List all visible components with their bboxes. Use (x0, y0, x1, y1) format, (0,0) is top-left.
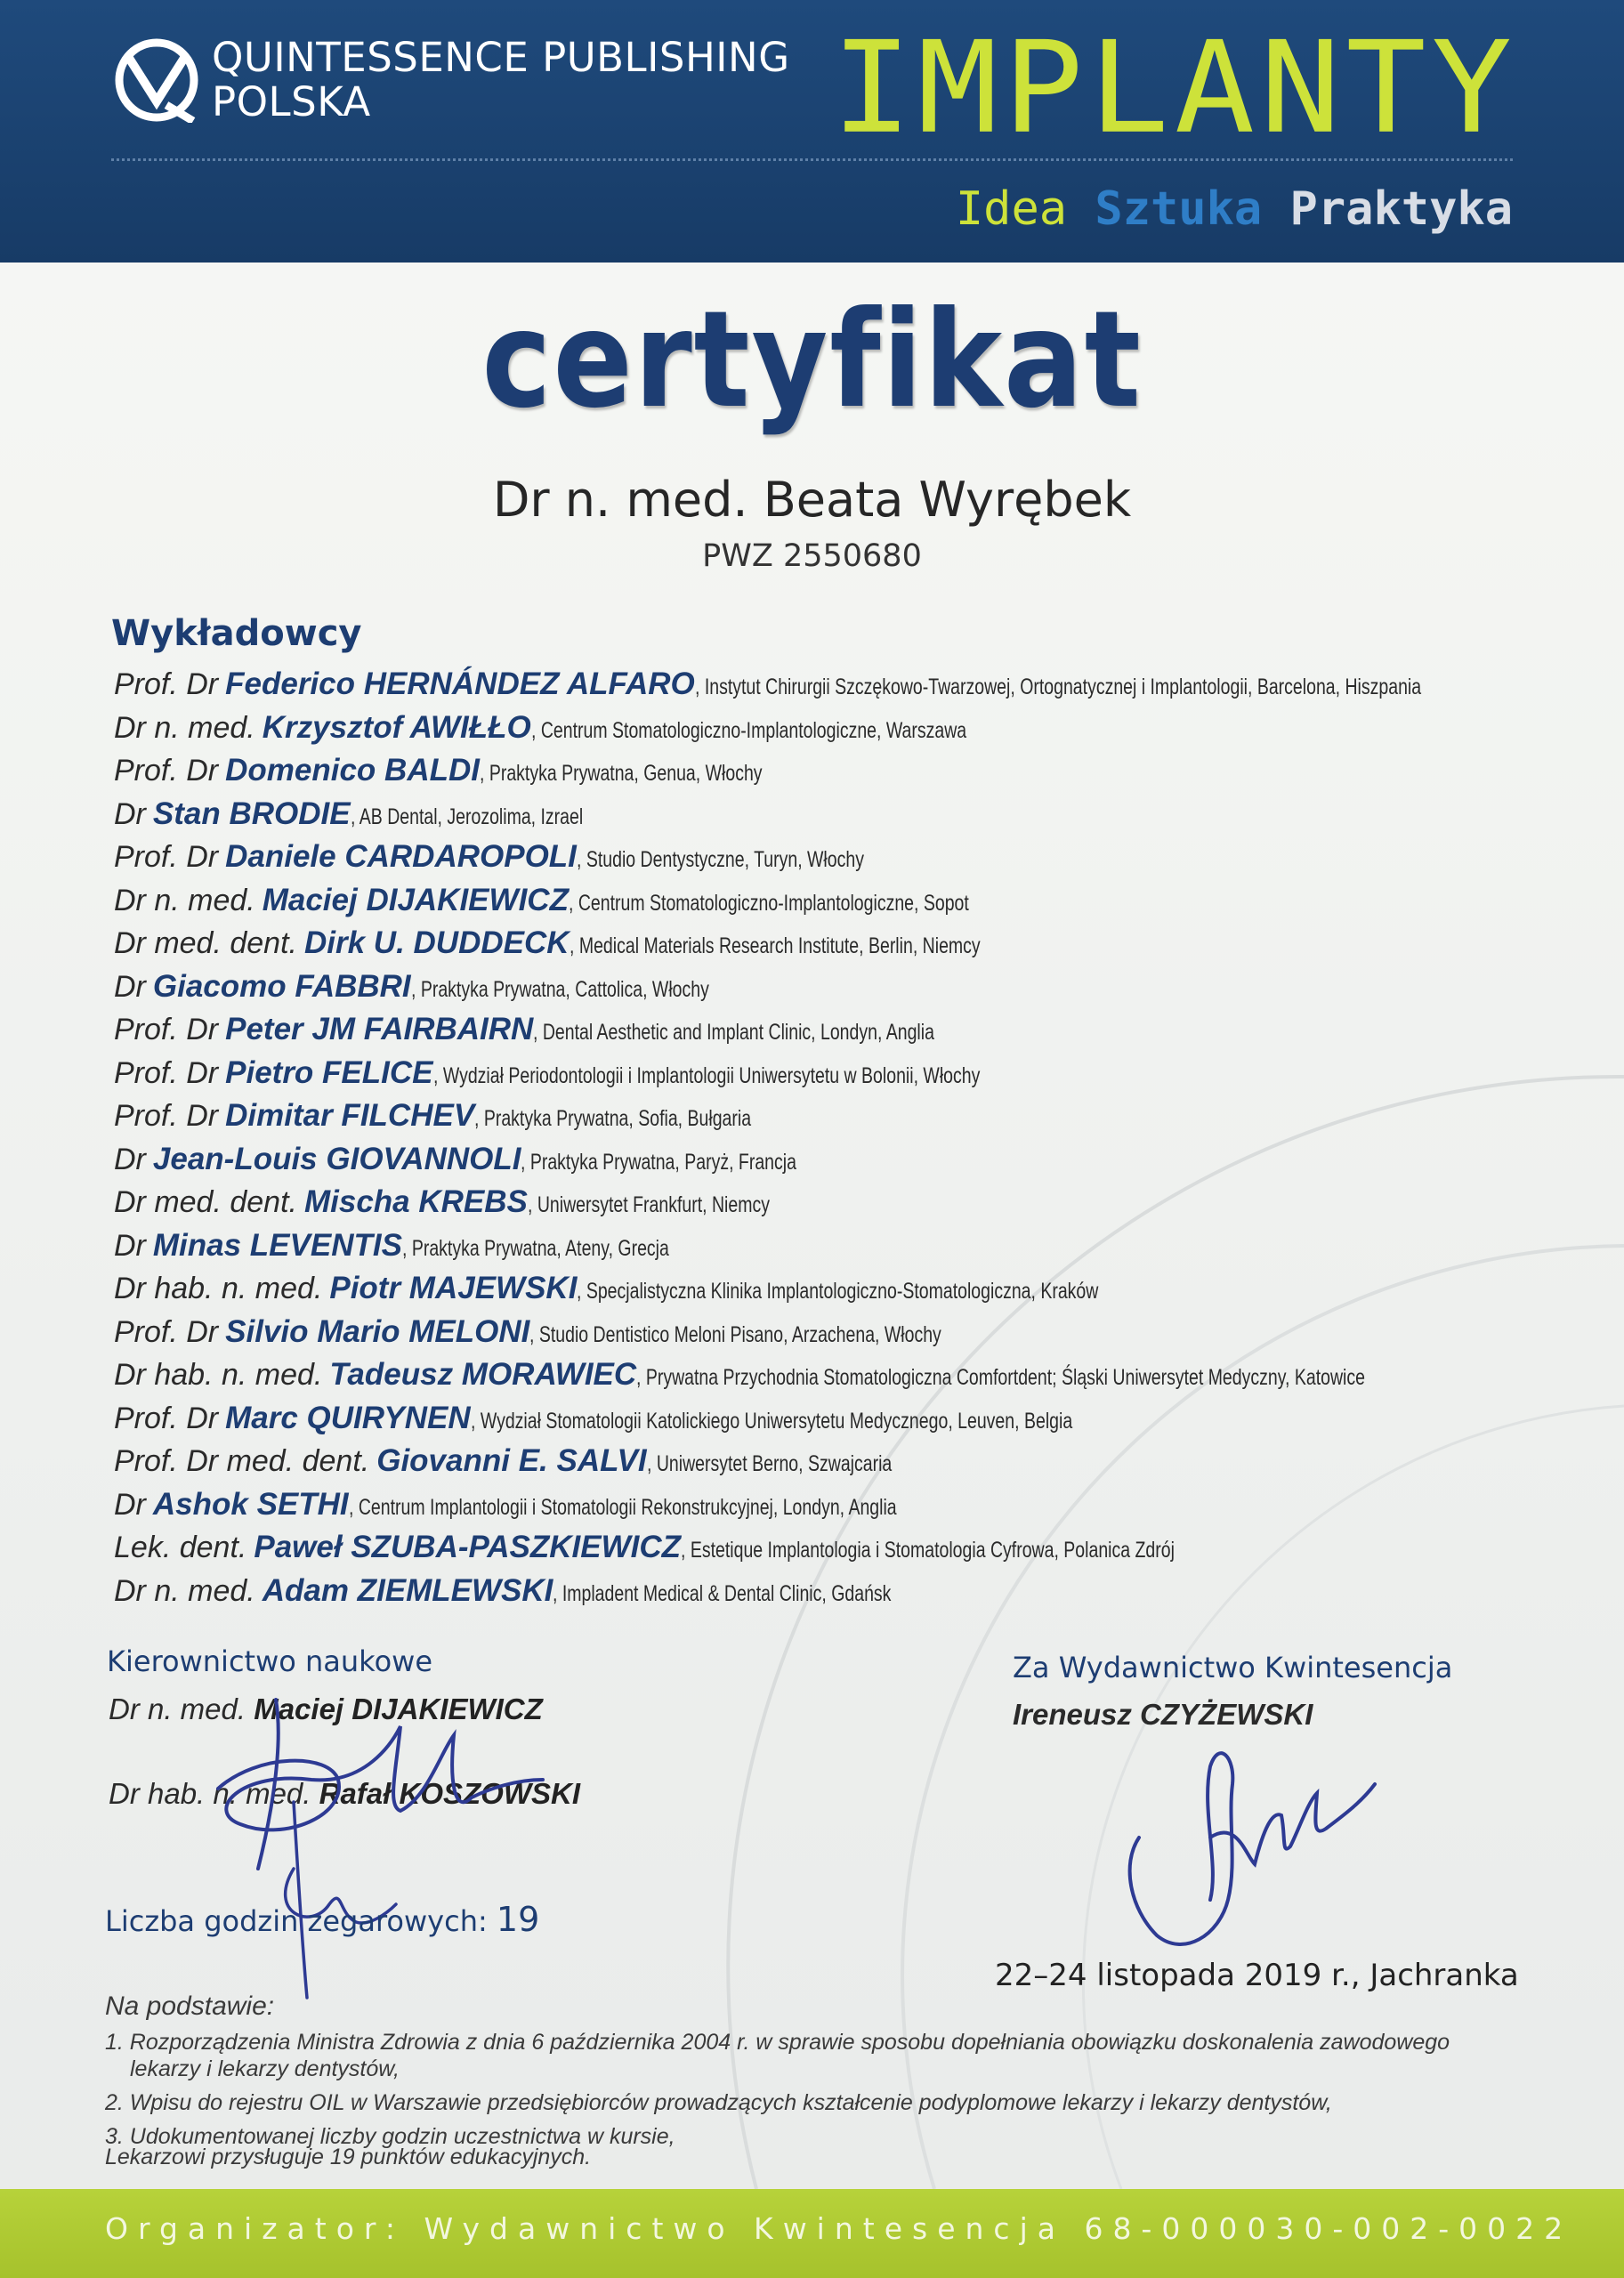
lecturer-item (114, 663, 1609, 707)
lecturer-affiliation: , AB Dental, Jerozolima, Izrael (350, 804, 583, 829)
lecturer-name: Dirk U. DUDDECK (303, 925, 570, 960)
lecturer-name: Maciej DIJAKIEWICZ (262, 882, 569, 917)
lecturer-title: Prof. Dr (114, 1013, 219, 1046)
lecturer-title: Prof. Dr (114, 667, 219, 701)
lecturer-item (114, 879, 1609, 923)
certificate-title: certyfikat (481, 283, 1143, 438)
signature-publisher (1103, 1731, 1388, 1962)
lecturer-title: Dr n. med. (114, 883, 255, 917)
lecturer-affiliation: , Impladent Medical & Dental Clinic, Gdańsk (553, 1580, 892, 1606)
lecturer-title: Dr hab. n. med. (114, 1358, 323, 1392)
lecturers-heading: Wykładowcy (111, 613, 362, 654)
basis-item-1-line1: 1. Rozporządzenia Ministra Zdrowia z dnia 6 października 2004 r. w sprawie sposobu dopełniania obowiązku doskonalenia zawodowego (105, 2030, 1450, 2055)
lecturer-name: Dimitar FILCHEV (225, 1098, 475, 1133)
lecturer-item (114, 922, 1609, 965)
lecturer-item (114, 1570, 1609, 1613)
publisher-line1: QUINTESSENCE PUBLISHING (212, 34, 790, 81)
lecturer-item (114, 1267, 1609, 1311)
lecturer-affiliation: , Specjalistyczna Klinika Implantologiczno-Stomatologiczna, Kraków (577, 1279, 1099, 1304)
signature-scientific-directors (133, 1646, 596, 2002)
lecturer-item (114, 1526, 1609, 1570)
lecturer-item (114, 1440, 1609, 1483)
lecturer-item (114, 1397, 1609, 1441)
lecturer-name: Piotr MAJEWSKI (329, 1271, 578, 1305)
scientific-director-1-title: Dr n. med. (109, 1692, 246, 1725)
lecturer-title: Prof. Dr (114, 1099, 219, 1133)
quintessence-logo-icon (111, 37, 202, 123)
lecturer-title: Dr n. med. (114, 1573, 255, 1608)
scientific-direction-label: Kierownictwo naukowe (107, 1644, 432, 1678)
lecturer-affiliation: , Praktyka Prywatna, Paryż, Francja (521, 1149, 797, 1175)
basis-item-1-line2: lekarzy i lekarzy dentystów, (130, 2056, 400, 2081)
lecturer-affiliation: , Studio Dentistico Meloni Pisano, Arzachena, Włochy (529, 1321, 942, 1347)
lecturer-title: Dr (114, 1487, 146, 1522)
scientific-director-1-name: Maciej DIJAKIEWICZ (254, 1692, 543, 1725)
clock-hours (105, 1900, 539, 1939)
publisher-signatory-label: Za Wydawnictwo Kwintesencja (1013, 1651, 1453, 1684)
scientific-director-2-title: Dr hab. n. med. (109, 1777, 311, 1810)
basis-heading: Na podstawie: (105, 1991, 275, 2021)
lecturer-affiliation: , Estetique Implantologia i Stomatologia Cyfrowa, Polanica Zdrój (681, 1538, 1175, 1563)
lecturer-title: Dr hab. n. med. (114, 1272, 323, 1305)
scientific-director-2-name: Rafał KOSZOWSKI (319, 1777, 580, 1810)
header-dotted-rule (111, 158, 1513, 161)
lecturer-affiliation: , Uniwersytet Frankfurt, Niemcy (527, 1192, 770, 1217)
education-points: Lekarzowi przysługuje 19 punktów edukacyjnych. (105, 2145, 592, 2169)
organizer-line: Organizator: Wydawnictwo Kwintesencja 68-000030-002-0022 (105, 2211, 1573, 2246)
lecturer-title: Prof. Dr (114, 1314, 219, 1349)
lecturer-item (114, 1353, 1609, 1397)
lecturer-affiliation: , Praktyka Prywatna, Ateny, Grecja (401, 1235, 669, 1261)
publisher-name (212, 36, 790, 125)
lecturer-item (114, 1008, 1609, 1052)
lecturer-name: Federico HERNÁNDEZ ALFARO (225, 666, 695, 701)
lecturer-affiliation: , Uniwersytet Berno, Szwajcaria (646, 1451, 892, 1476)
tagline-idea: Idea (955, 182, 1068, 236)
lecturer-name: Daniele CARDAROPOLI (225, 839, 577, 874)
tagline-sztuka: Sztuka (1095, 182, 1263, 236)
lecturer-affiliation: , Instytut Chirurgii Szczękowo-Twarzowej, Ortognatycznej i Implantologii, Barcelona, Hiszpania (694, 675, 1421, 699)
lecturer-affiliation: , Dental Aesthetic and Implant Clinic, Londyn, Anglia (533, 1020, 935, 1045)
lecturer-affiliation: , Centrum Stomatologiczno-Implantologiczne, Sopot (568, 890, 969, 916)
lecturer-title: Prof. Dr (114, 840, 219, 874)
lecturer-title: Dr n. med. (114, 710, 255, 745)
lecturer-name: Minas LEVENTIS (152, 1227, 402, 1263)
lecturer-name: Peter JM FAIRBAIRN (225, 1012, 534, 1046)
lecturer-name: Adam ZIEMLEWSKI (262, 1572, 553, 1608)
publisher-line2: POLSKA (212, 78, 371, 125)
recipient-pwz: PWZ 2550680 (702, 538, 922, 574)
basis-item: 3. Udokumentowanej liczby godzin uczestnictwa w kursie, (105, 2124, 675, 2149)
lecturer-name: Domenico BALDI (225, 753, 480, 788)
lecturer-title: Prof. Dr (114, 1401, 219, 1435)
clock-hours-label: Liczba godzin zegarowych: (105, 1904, 488, 1938)
lecturer-affiliation: , Praktyka Prywatna, Genua, Włochy (479, 761, 763, 786)
lecturer-title: Dr med. dent. (114, 926, 297, 960)
journal-title: IMPLANTY (831, 14, 1517, 162)
lecturer-affiliation: , Prywatna Przychodnia Stomatologiczna Comfortdent; Śląski Uniwersytet Medyczny, Katowice (636, 1365, 1366, 1390)
clock-hours-value: 19 (496, 1900, 540, 1939)
lecturer-title: Dr (114, 1142, 146, 1176)
lecturer-affiliation: , Centrum Stomatologiczno-Implantologiczne, Warszawa (530, 717, 966, 743)
lecturer-title: Dr med. dent. (114, 1185, 297, 1219)
lecturer-name: Jean-Louis GIOVANNOLI (152, 1141, 521, 1176)
lecturer-name: Ashok SETHI (152, 1486, 349, 1522)
journal-tagline (956, 182, 1513, 236)
lecturer-name: Mischa KREBS (303, 1184, 528, 1219)
lecturer-name: Silvio Mario MELONI (225, 1313, 530, 1349)
lecturer-title: Prof. Dr (114, 1055, 219, 1090)
lecturer-item (114, 1138, 1609, 1182)
recipient-name: Dr n. med. Beata Wyrębek (492, 472, 1132, 528)
header-band (0, 0, 1624, 263)
lecturer-name: Tadeusz MORAWIEC (329, 1357, 637, 1392)
lecturer-name: Stan BRODIE (152, 796, 351, 831)
lecturer-item (114, 793, 1609, 836)
lecturer-name: Krzysztof AWIŁŁO (262, 709, 531, 745)
lecturer-name: Paweł SZUBA-PASZKIEWICZ (254, 1530, 682, 1564)
lecturer-item (114, 707, 1609, 750)
lecturer-affiliation: , Praktyka Prywatna, Sofia, Bułgaria (474, 1106, 752, 1131)
lecturer-title: Lek. dent. (114, 1531, 247, 1564)
lecturers-list (114, 663, 1609, 1612)
lecturer-affiliation: , Centrum Implantologii i Stomatologii Rekonstrukcyjnej, Londyn, Anglia (348, 1494, 897, 1520)
lecturer-item (114, 1311, 1609, 1354)
lecturer-item (114, 1181, 1609, 1224)
lecturer-name: Giacomo FABBRI (152, 968, 411, 1004)
lecturer-item (114, 965, 1609, 1009)
tagline-praktyka: Praktyka (1289, 182, 1513, 236)
lecturer-title: Dr (114, 969, 146, 1004)
lecturer-item (114, 836, 1609, 879)
lecturer-affiliation: , Praktyka Prywatna, Cattolica, Włochy (410, 976, 709, 1002)
lecturer-item (114, 1095, 1609, 1138)
lecturer-item (114, 1052, 1609, 1095)
lecturer-affiliation: , Medical Materials Research Institute, Berlin, Niemcy (569, 933, 981, 958)
lecturer-title: Prof. Dr (114, 754, 219, 788)
lecturer-name: Pietro FELICE (225, 1054, 433, 1090)
lecturer-affiliation: , Studio Dentystyczne, Turyn, Włochy (576, 847, 864, 872)
lecturer-title: Dr (114, 796, 146, 831)
basis-list (105, 2029, 1529, 2157)
lecturer-item (114, 1483, 1609, 1527)
lecturer-name: Marc QUIRYNEN (225, 1400, 471, 1435)
lecturer-item (114, 1224, 1609, 1268)
lecturer-affiliation: , Wydział Stomatologii Katolickiego Uniwersytetu Medycznego, Leuven, Belgia (470, 1408, 1072, 1434)
lecturer-item (114, 749, 1609, 793)
lecturer-title: Prof. Dr med. dent. (114, 1444, 370, 1478)
basis-item (105, 2029, 1529, 2082)
lecturer-name: Giovanni E. SALVI (376, 1443, 647, 1478)
publisher-signatory-name: Ireneusz CZYŻEWSKI (1013, 1698, 1313, 1731)
basis-item: 2. Wpisu do rejestru OIL w Warszawie przedsiębiorców prowadzących kształcenie podyplomowe lekarzy i lekarzy dentystów, (105, 2090, 1332, 2115)
event-date-location: 22–24 listopada 2019 r., Jachranka (995, 1958, 1519, 1993)
lecturer-title: Dr (114, 1228, 146, 1263)
lecturer-affiliation: , Wydział Periodontologii i Implantologii Uniwersytetu w Bolonii, Włochy (432, 1062, 980, 1088)
